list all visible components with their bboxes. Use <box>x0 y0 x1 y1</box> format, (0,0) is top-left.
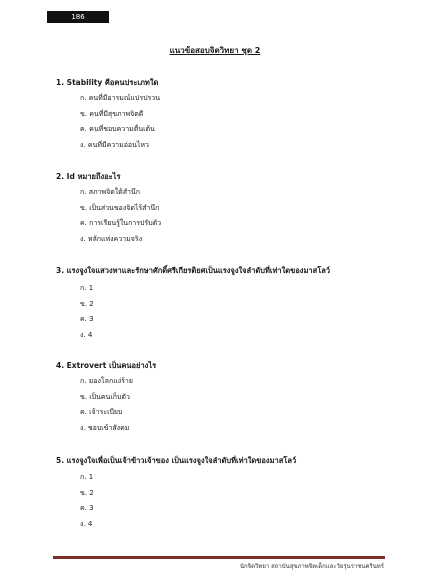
footer-text: นักจิตวิทยา สถาบันสุขภาพจิตเด็กและวัยรุ่นราชนครินทร์ <box>239 563 384 570</box>
option-a: ก. สภาพจิตใต้สำนึก <box>80 188 140 196</box>
option-list <box>56 281 396 343</box>
question-text: 2. Id หมายถึงอะไร <box>56 172 121 181</box>
option-b: ข. เป็นส่วนของจิตไร้สำนึก <box>80 203 160 212</box>
option-d: ง. 4 <box>80 519 93 528</box>
question-text: 5. แรงจูงใจเพื่อเป็นเจ้าข้าวเจ้าของ เป็นแรงจูงใจลำดับที่เท่าใดของมาสโลว์ <box>56 456 297 465</box>
document-title: แนวข้อสอบจิตวิทยา ชุด 2 <box>169 46 261 55</box>
option-list <box>56 185 396 247</box>
question-1 <box>56 78 396 153</box>
option-c: ค. 3 <box>80 315 94 323</box>
option-a: ก. 1 <box>80 284 94 292</box>
option-a: ก. คนที่มีอารมณ์แปรปรวน <box>80 94 161 102</box>
option-c: ค. 3 <box>80 504 94 512</box>
question-2 <box>56 172 396 247</box>
option-list <box>56 374 396 436</box>
option-d: ง. คนที่มีความอ่อนไหว <box>80 140 149 149</box>
option-b: ข. 2 <box>80 488 94 497</box>
option-d: ง. ชอบเข้าสังคม <box>80 423 130 432</box>
option-a: ก. 1 <box>80 473 94 481</box>
page-number-tab: 186 <box>47 11 109 23</box>
question-3 <box>56 266 396 343</box>
option-a: ก. มองโลกแง่ร้าย <box>80 377 133 385</box>
question-5 <box>56 456 396 532</box>
question-text: 4. Extrovert เป็นคนอย่างไร <box>56 361 157 370</box>
option-list <box>56 470 396 532</box>
option-c: ค. เจ้าระเบียบ <box>80 408 123 416</box>
option-list <box>56 91 396 153</box>
option-d: ง. หลักแห่งความจริง <box>80 234 142 243</box>
option-b: ข. คนที่มีสุขภาพจิตดี <box>80 109 144 118</box>
option-d: ง. 4 <box>80 330 93 339</box>
question-4 <box>56 361 396 436</box>
option-b: ข. 2 <box>80 299 94 308</box>
footer-rule <box>53 556 385 559</box>
option-b: ข. เป็นคนเก็บตัว <box>80 392 130 401</box>
question-text: 3. แรงจูงใจแสวงหาและรักษาศักดิ์ศรีเกียรติยศเป็นแรงจูงใจลำดับที่เท่าใดของมาสโลว์ <box>56 266 331 275</box>
question-text: 1. Stability คือคนประเภทใด <box>56 78 159 87</box>
option-c: ค. การเรียนรู้ในการปรับตัว <box>80 219 162 227</box>
option-c: ค. คนที่ชอบความตื่นเต้น <box>80 125 155 133</box>
